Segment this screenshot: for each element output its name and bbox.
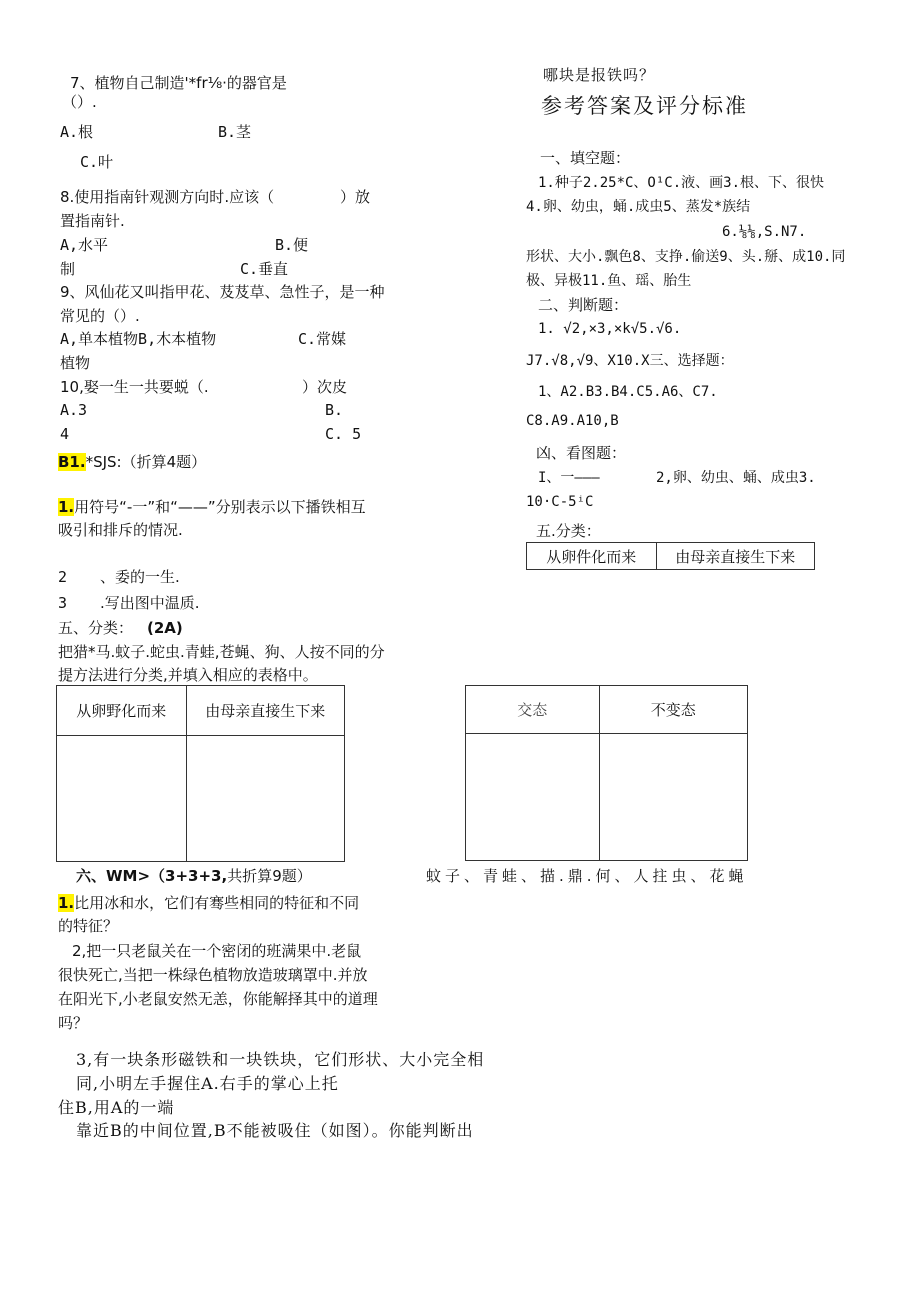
q9-option-ab: A,单本植物B,木本植物 [60, 330, 217, 348]
ans-section-1-title: 一、填空题： [540, 149, 631, 167]
section-5-instruction: 把猎*马.蚊子.蛇虫.青蛙,苍蝇、狗、人按不同的分 [58, 643, 385, 661]
answer-cell-egg[interactable] [57, 736, 187, 862]
answer-key-title: 参考答案及评分标准 [541, 94, 748, 118]
q8-option-a: A,水平 [60, 236, 109, 254]
s4-q1-line2: 吸引和排斥的情况. [58, 521, 183, 539]
ans-table-egg: 从卵件化而来 [527, 543, 657, 570]
q10-stem: 10,娶一生一共要蜕（. [60, 378, 209, 396]
section-5-heading [58, 617, 183, 639]
ans-s1-line5: 极、异极11.鱼、瑶、胎生 [526, 273, 692, 289]
section-5-title: 五、分类： [58, 619, 134, 637]
table-header-no-metamorphosis: 不变态 [599, 686, 747, 734]
s6-q1-text: 比用冰和水，它们有骞些相同的特征和不同 [74, 894, 360, 912]
ans-s4-line1b: 2,卵、幼虫、蛹、成虫3. [656, 470, 816, 486]
section-6-score: 共折算9题） [227, 867, 312, 885]
ans-s1-line3: 6.⅛⅛,S.N7. [722, 224, 807, 240]
table-header-metamorphosis: 交态 [466, 686, 600, 734]
ans-section-4-title: 凶、看图题： [536, 444, 627, 462]
classification-table-metamorphosis [465, 685, 748, 861]
q7-option-a: A.根 [60, 123, 94, 141]
s4-q2-number: 2 [58, 568, 68, 586]
ans-s3-line1: 1、A2.B3.B4.C5.A6、C7. [538, 384, 718, 400]
q9-stem-line2: 常见的（）. [60, 307, 140, 325]
ans-section-2-title: 二、判断题： [538, 296, 629, 314]
table-header-egg: 从卵野化而来 [57, 686, 187, 736]
ans-s2-line1: 1. √2,×3,×k√5.√6. [538, 321, 682, 337]
s6-q1-line2: 的特征？ [58, 917, 119, 935]
ans-table-live-birth: 由母亲直接生下来 [656, 543, 814, 570]
s4-q2-text: 、委的一生. [100, 568, 180, 586]
section-5-score: (2A) [147, 619, 183, 637]
table-header-live-birth: 由母亲直接生下来 [186, 686, 344, 736]
s6-q3-line1: 3,有一块条形磁铁和一块铁块，它们形状、大小完全相 [76, 1050, 485, 1069]
s4-q3-number: 3 [58, 594, 68, 612]
q10-option-b: B. [325, 401, 344, 419]
animals-list: 蚊子、青蛙、描.鼎.何、人拄虫、花蝇 [426, 867, 748, 885]
section-4-heading [58, 451, 206, 473]
q7-stem: 7、植物自己制造'*fr⅛·的器官是 [70, 74, 287, 92]
q9-stem: 9、风仙花又叫指甲花、芨芨草、急性子，是一种 [60, 283, 385, 301]
q7-option-c: C.叶 [80, 153, 114, 171]
continued-question: 哪块是报铁吗？ [543, 66, 656, 84]
ans-section-5-title: 五.分类： [536, 522, 601, 540]
s6-q3-line2: 同,小明左手握住A.右手的掌心上托 [76, 1074, 339, 1093]
classification-table-birth [56, 685, 345, 862]
s6-q2-line2: 很快死亡,当把一株绿色植物放造玻璃罩中.并放 [58, 966, 368, 984]
q9-option-c-cont: 植物 [60, 354, 91, 372]
s6-q2-line1: 2,把一只老鼠关在一个密闭的班满果中.老鼠 [72, 942, 362, 960]
section-6-title: 六、WM>（3+3+3, [76, 867, 228, 885]
q10-stem-close: ）次皮 [302, 378, 348, 396]
q8-option-b: B.便 [275, 236, 309, 254]
q7-stem-paren: （）. [62, 93, 97, 111]
answer-cell-metamorphosis[interactable] [466, 734, 600, 861]
section-5-instruction-line2: 提方法进行分类,并填入相应的表格中。 [58, 666, 318, 684]
s6-q3-line4: 靠近B的中间位置,B不能被吸住（如图）。你能判断出 [76, 1121, 474, 1140]
section-6-heading [76, 865, 312, 887]
ans-s1-line4: 形状、大小.飘色8、支挣.偷送9、头.掰、成10.同 [526, 249, 846, 265]
s6-q2-line3: 在阳光下,小老鼠安然无恙，你能解择其中的道理 [58, 990, 378, 1008]
section-4-title: *SJS:（折算4题） [85, 453, 207, 471]
ans-s1-line2: 4.卵、幼虫，蛹.成虫5、蒸发*族结 [526, 199, 751, 215]
q8-option-b-cont: 制 [60, 260, 76, 278]
q9-option-c: C.常媒 [298, 330, 347, 348]
s4-q1-number: 1. [58, 498, 75, 516]
s4-q1-text: 用符号“-一”和“——”分别表示以下播铁相互 [74, 498, 366, 516]
q8-option-c: C.垂直 [240, 260, 289, 278]
ans-s4-line2: 10·C-5ⁱC [526, 494, 594, 510]
answer-cell-no-metamorphosis[interactable] [599, 734, 747, 861]
ans-s1-line1: 1.种子2.25*C、O¹C.液、画3.根、下、很快 [538, 175, 825, 191]
section-4-prefix: B1. [58, 453, 86, 471]
s6-q2-line4: 吗？ [58, 1014, 89, 1032]
q8-stem-close: ）放 [340, 188, 371, 206]
s6-q1 [58, 892, 359, 914]
q10-option-a: A.3 [60, 401, 88, 419]
q10-option-c: C. 5 [325, 425, 362, 443]
s4-q1 [58, 496, 366, 518]
answer-classification-table [526, 542, 815, 570]
q8-stem-line2: 置指南针. [60, 212, 125, 230]
answer-cell-live-birth[interactable] [186, 736, 344, 862]
q8-stem: 8.使用指南针观测方向时.应该（ [60, 188, 275, 206]
s4-q3-text: .写出图中温质. [100, 594, 200, 612]
q10-option-b-value: 4 [60, 425, 70, 443]
ans-s2-line2: J7.√8,√9、X10.X三、选择题： [526, 353, 734, 369]
ans-s4-line1: I、一——— [538, 470, 600, 486]
s6-q1-number: 1. [58, 894, 75, 912]
ans-s3-line2: C8.A9.A10,B [526, 413, 619, 429]
s6-q3-line3: 住B,用A的一端 [58, 1098, 175, 1117]
q7-option-b: B.茎 [218, 123, 252, 141]
